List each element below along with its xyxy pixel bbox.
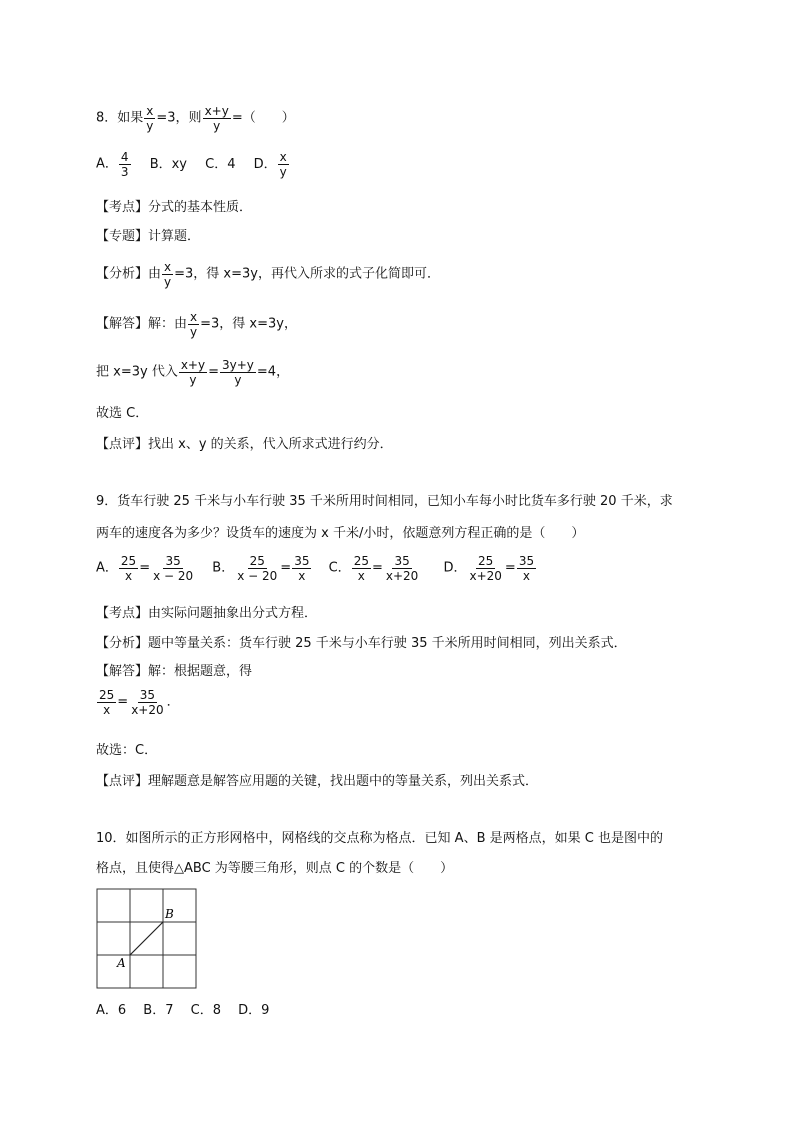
q9-dianping: 【点评】理解题意是解答应用题的关键，找出题中的等量关系，列出关系式． — [96, 774, 539, 789]
point-b-label: B — [165, 907, 174, 921]
q8-answer: 故选 C． — [96, 406, 149, 421]
q9-option-b: B． $\frac{25}{x - 20}$ = $\frac{35}{x}$ — [212, 554, 310, 583]
q10-stem-line2: 格点，且使得△ABC 为等腰三角形，则点 C 的个数是（ ） — [96, 861, 454, 876]
q9-stem-line2: 两车的速度各为多少？设货车的速度为 x 千米/小时，依题意列方程正确的是（ ） — [96, 526, 585, 541]
q8-dianping: 【点评】找出 x、y 的关系，代入所求式进行约分． — [96, 437, 393, 452]
q9-equation: $\frac{25}{x}$ = $\frac{35}{x+20}$ ． — [99, 688, 180, 717]
q9-stem-line1: 9．货车行驶 25 千米与小车行驶 35 千米所用时间相同，已知小车每小时比货车多行驶 20 千米，求 — [96, 494, 673, 509]
q8-target-fraction: $\frac{x+y}{y}$ — [204, 104, 229, 133]
q8-zhuanti: 【专题】计算题． — [96, 229, 201, 244]
point-a-label: A — [117, 956, 126, 970]
segment-ab — [130, 922, 163, 955]
q8-kaodian: 【考点】分式的基本性质． — [96, 200, 253, 215]
q9-jieda: 【解答】解：根据题意，得 — [96, 664, 253, 679]
square-grid-figure — [96, 888, 198, 990]
q8-stem: 8．如果 $\frac{x}{y}$ =3，则 $\frac{x+y}{y}$ =（ ） — [96, 104, 295, 133]
grid-svg — [96, 888, 198, 990]
q10-stem-line1: 10．如图所示的正方形网格中，网格线的交点称为格点．已知 A、B 是两格点，如果 C 也是图中的 — [96, 831, 663, 846]
q9-answer: 故选：C． — [96, 743, 158, 758]
q8-option-a-fraction: $\frac{4}{3}$ — [120, 150, 129, 179]
q9-option-a: A． $\frac{25}{x}$ = $\frac{35}{x - 20}$ — [96, 554, 194, 583]
q9-option-c: C． $\frac{25}{x}$ = $\frac{35}{x+20}$ — [328, 554, 419, 583]
q9-options — [96, 554, 537, 583]
q9-kaodian: 【考点】由实际问题抽象出分式方程． — [96, 606, 318, 621]
q8-option-d-fraction: $\frac{x}{y}$ — [279, 150, 287, 179]
q10-options: A．6 B．7 C．8 D．9 — [96, 1003, 270, 1018]
q8-options: A． $\frac{4}{3}$ B．xy C．4 D． $\frac{x}{y}$ — [96, 150, 287, 179]
q8-jieda: 【解答】解：由 $\frac{x}{y}$ =3，得 x=3y， — [96, 310, 297, 339]
q8-substitution: 把 x=3y 代入 $\frac{x+y}{y}$ = $\frac{3y+y}{y}$ =4， — [96, 358, 290, 387]
q8-given-fraction: $\frac{x}{y}$ — [146, 104, 154, 133]
q9-option-d: D． $\frac{25}{x+20}$ = $\frac{35}{x}$ — [443, 554, 535, 583]
q9-fenxi: 【分析】题中等量关系：货车行驶 25 千米与小车行驶 35 千米所用时间相同，列出关系式． — [96, 636, 627, 651]
q8-fenxi: 【分析】由 $\frac{x}{y}$ =3，得 x=3y，再代入所求的式子化简即可． — [96, 260, 440, 289]
